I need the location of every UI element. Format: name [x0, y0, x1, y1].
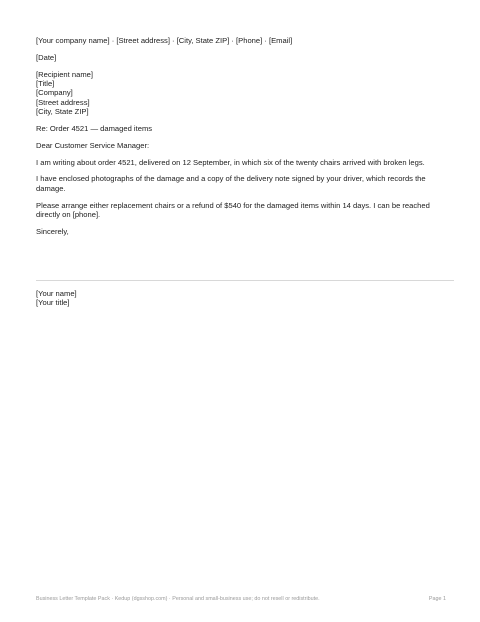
letter-subject: Re: Order 4521 — damaged items: [36, 124, 153, 134]
recipient-address: [36, 70, 446, 117]
signature-divider: [36, 280, 454, 281]
sender-info-line: [36, 36, 446, 45]
footer-license-text: Business Letter Template Pack · Kedup (dgsshop.com) · Personal and small-business use; do not resell or redistribute.: [36, 596, 320, 602]
body-paragraph: [36, 158, 446, 167]
body-paragraph: [36, 201, 446, 220]
body-paragraph: [36, 174, 446, 193]
signer-name: [Your name]: [36, 289, 77, 298]
salutation: [36, 141, 446, 150]
recipient-company: [Company]: [36, 88, 73, 98]
recipient-name: [Recipient name]: [36, 69, 93, 79]
page-number: Page 1: [428, 596, 446, 602]
recipient-street: [Street address]: [36, 97, 90, 107]
recipient-title: [Title]: [36, 79, 55, 88]
signer-title: [Your title]: [36, 298, 70, 308]
subject-line: [36, 124, 446, 133]
paragraph-text: Please arrange either replacement chairs or a refund of $540 for the damaged items within 14 days. I can be reached directly on [phone].: [36, 200, 430, 220]
date-block: [36, 53, 446, 62]
company-contact-line: [Your company name] · [Street address] · [City, State ZIP] · [Phone] · [Email]: [36, 36, 293, 45]
letter-body: [36, 36, 446, 244]
letter-date: [Date]: [36, 52, 57, 62]
letter-salutation: Dear Customer Service Manager:: [36, 140, 150, 150]
signature-block: [36, 289, 77, 308]
closing: [36, 227, 446, 236]
paragraph-text: I am writing about order 4521, delivered on 12 September, in which six of the twenty chairs arrived with broken legs.: [36, 157, 425, 167]
letter-closing: Sincerely,: [36, 226, 69, 236]
paragraph-text: I have enclosed photographs of the damage and a copy of the delivery note signed by your driver, which records the damage.: [36, 174, 426, 193]
recipient-city: [City, State ZIP]: [36, 107, 89, 117]
